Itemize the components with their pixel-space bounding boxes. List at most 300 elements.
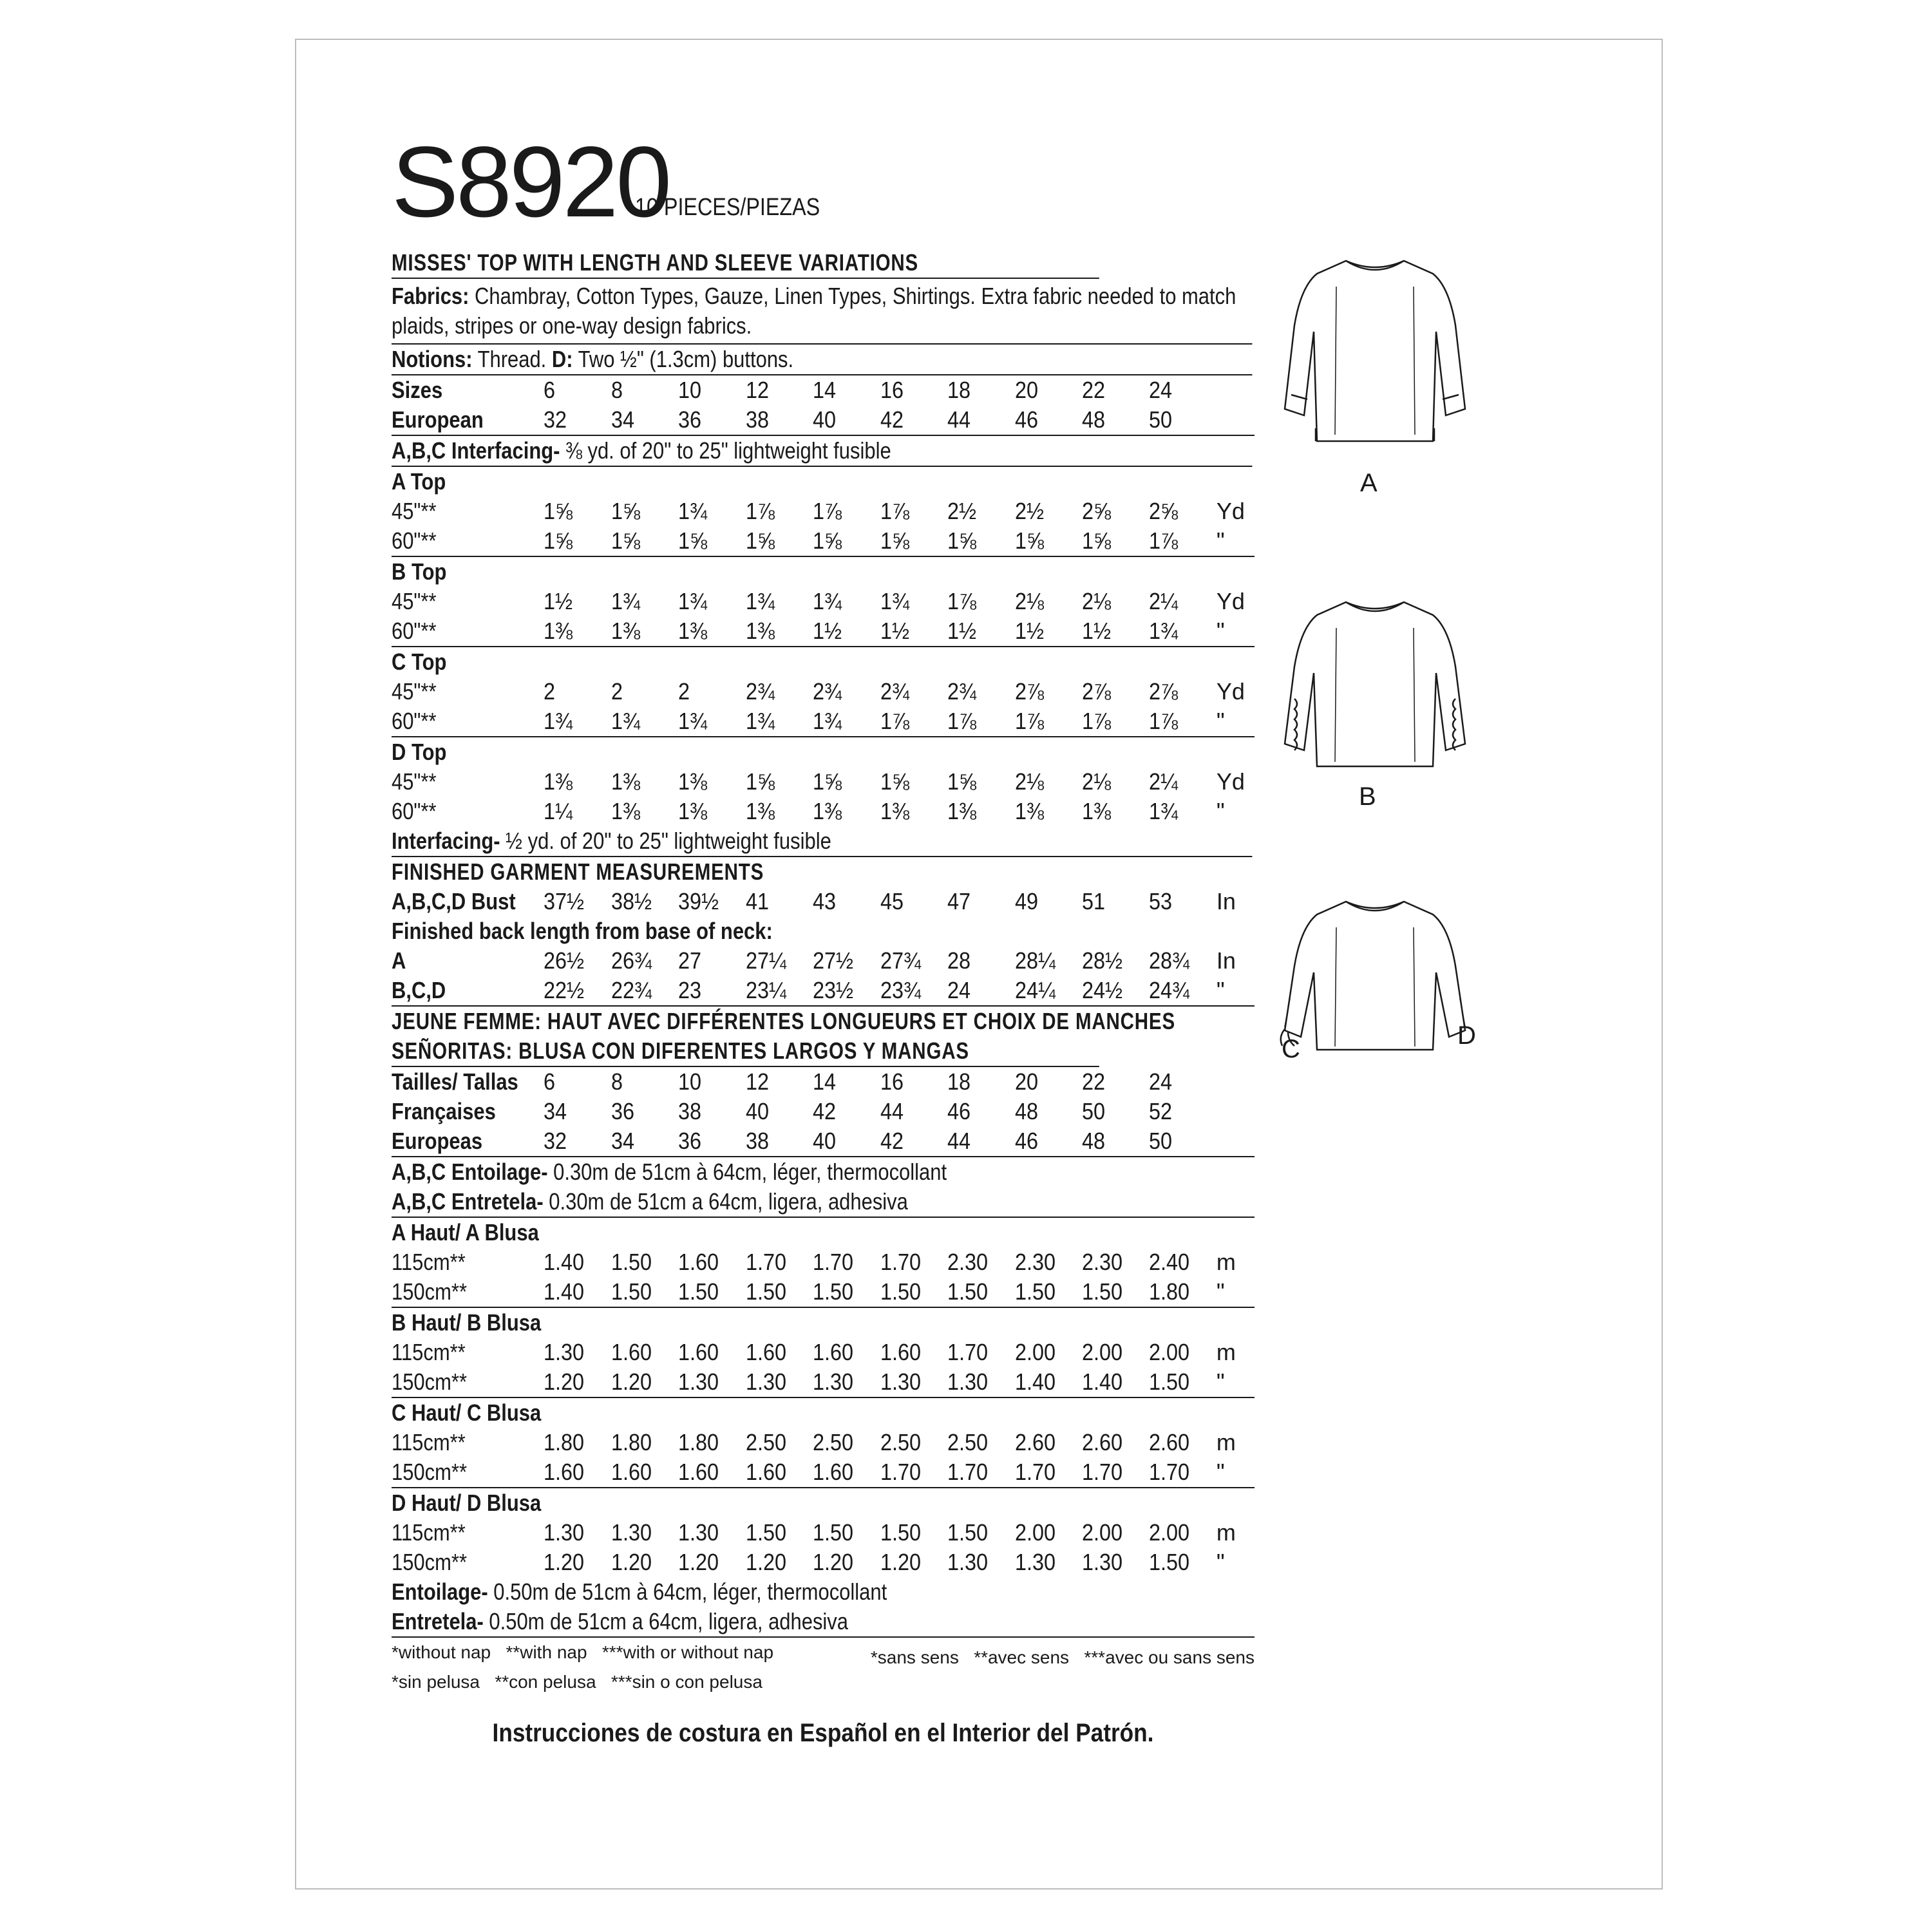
notions-label: Notions: [392,346,473,372]
yardage-row-cell: 1¾ [611,708,640,734]
metric-row-cell: 1.50 [880,1519,921,1546]
length-a-row-cell: 27¾ [880,947,921,974]
yardage-row-cell: 1⅝ [1081,527,1112,554]
europeas-row-cell: 38 [745,1128,769,1154]
yardage-row-cell: 2⅞ [1014,678,1044,705]
metric-row-cell: 1.30 [678,1519,719,1546]
yardage-row-unit: Yd [1216,588,1245,614]
europeas-row-cell: 32 [544,1128,567,1154]
yardage-row-cell: 1¾ [611,588,640,614]
metric-row-cell: 1.50 [1149,1368,1190,1395]
metric-row-cell: 1.60 [678,1249,719,1275]
top-a-outline [1285,261,1465,441]
yardage-row-cell: 1⅜ [947,798,977,824]
francaises-row-cell: 40 [745,1098,769,1124]
francaises-row-cell: 42 [813,1098,837,1124]
sizes-row-cell: 12 [745,377,769,403]
yardage-row-cell: 1¾ [678,708,708,734]
tailles-row-cell: 12 [745,1068,769,1095]
yardage-row-cell: 1⅜ [611,798,640,824]
metric-row-cell: 1.50 [745,1278,786,1305]
yardage-row-cell: 1¾ [678,498,708,524]
metric-row-cell: 2.50 [947,1429,989,1455]
european-row-cell: 46 [1014,406,1038,433]
yardage-row [392,767,1255,797]
fabrics-text: Chambray, Cotton Types, Gauze, Linen Types, Shirtings. Extra fabric needed to match plaids, stripes or one-way design fabrics. [392,283,1236,339]
metric-row-cell: 1.60 [678,1339,719,1365]
yardage-row-cell: 1⅜ [678,798,708,824]
d-entoilage-label: Entoilage- [392,1578,488,1605]
yardage-row-cell: 2½ [947,498,977,524]
footnotes [392,1640,1255,1694]
metric-row-cell: 1.60 [813,1339,854,1365]
metric-row-cell: 1.30 [544,1519,585,1546]
metric-row-cell: 1.50 [611,1249,652,1275]
metric-row-cell: 1.80 [678,1429,719,1455]
sizes-row-cell: 18 [947,377,971,403]
metric-row-cell: 2.60 [1081,1429,1123,1455]
europeas-row-cell: 42 [880,1128,904,1154]
yardage-row-cell: 2¾ [813,678,842,705]
european-row-cell: 36 [678,406,702,433]
metric-row-unit: " [1216,1549,1225,1575]
length-a-row-cell: 27½ [813,947,854,974]
yardage-row-cell: 1⅜ [880,798,909,824]
metric-row-cell: 1.50 [611,1278,652,1305]
metric-row-cell: 1.50 [813,1519,854,1546]
yardage-row-cell: 2⅞ [1149,678,1179,705]
europeas-row [392,1126,1255,1156]
yardage-row-cell: 2 [678,678,690,705]
sizes-row-cell: 20 [1014,377,1038,403]
metric-row-label: 150cm** [392,1459,468,1485]
yardage-row [392,526,1255,556]
metric-row-cell: 1.40 [544,1278,585,1305]
metric-row-cell: 1.20 [544,1368,585,1395]
yardage-row-cell: 1⅞ [880,708,909,734]
abc-interfacing [392,436,1253,467]
sizes-row-cell: 8 [611,377,623,403]
metric-row-cell: 2.00 [1081,1519,1123,1546]
yardage-row-cell: 2⅝ [1149,498,1179,524]
yardage-row-cell: 2⅛ [1081,588,1112,614]
metric-row-cell: 1.30 [745,1368,786,1395]
footnote-french: *sans sens **avec sens ***avec ou sans sens [870,1647,1255,1667]
length-a-row-label: A [392,947,406,974]
europeas-row-label: Europeas [392,1128,483,1154]
metric-row-cell: 1.20 [611,1368,652,1395]
francaises-row-cell: 36 [611,1098,634,1124]
view-c-label: C [1282,1035,1300,1063]
title-spanish: SEÑORITAS: BLUSA CON DIFERENTES LARGOS Y MANGAS [392,1036,1099,1067]
francaises-row-label: Françaises [392,1098,496,1124]
metric-view-heading-label: D Haut/ D Blusa [392,1490,542,1516]
yardage-row-cell: 1⅝ [813,527,842,554]
yardage-row-unit: " [1216,708,1225,734]
entoilage-text: 0.30m de 51cm à 64cm, léger, thermocollant [553,1159,947,1185]
sizes-row-cell: 24 [1149,377,1173,403]
metric-row-cell: 2.40 [1149,1249,1190,1275]
francaises-row-cell: 34 [544,1098,567,1124]
d-interfacing-text: ½ yd. of 20" to 25" lightweight fusible [506,828,831,854]
tailles-row-cell: 24 [1149,1068,1173,1095]
tailles-row-cell: 16 [880,1068,904,1095]
yardage-row-cell: 1⅝ [745,527,775,554]
view-block [392,467,1255,557]
metric-row-cell: 2.00 [1081,1339,1123,1365]
yardage-row-cell: 1⅝ [611,498,640,524]
bust-row-cell: 51 [1081,888,1106,914]
length-a-row-cell: 28¾ [1149,947,1190,974]
yardage-row-cell: 1¾ [880,588,909,614]
europeas-row-cell: 34 [611,1128,634,1154]
metric-row-cell: 1.60 [544,1459,585,1485]
english-yardage-table [392,467,1255,826]
view-b-drawing [1272,589,1478,789]
european-row-cell: 50 [1149,406,1173,433]
d-entretela-text: 0.50m de 51cm a 64cm, ligera, adhesiva [489,1608,849,1634]
fabrics [392,279,1253,345]
european-row-cell: 34 [611,406,634,433]
tailles-row-cell: 20 [1014,1068,1038,1095]
length-bcd-row-cell: 23¼ [745,977,786,1003]
metric-row-cell: 1.30 [813,1368,854,1395]
metric-row-cell: 2.30 [947,1249,989,1275]
metric-row-cell: 1.70 [947,1459,989,1485]
view-b-label: B [1359,782,1376,811]
view-heading [392,647,1255,677]
notions-text: Thread. [477,346,547,372]
francaises-row-cell: 50 [1081,1098,1106,1124]
yardage-row-cell: 1⅝ [1014,527,1044,554]
bust-row-label: A,B,C,D Bust [392,888,516,914]
metric-row-unit: m [1216,1249,1236,1275]
yardage-row-cell: 1⅜ [611,768,640,795]
length-bcd-row-cell: 24½ [1081,977,1123,1003]
yardage-row [392,706,1255,736]
metric-row-cell: 1.50 [947,1519,989,1546]
yardage-row-cell: 2⅞ [1081,678,1112,705]
tailles-row-cell: 22 [1081,1068,1106,1095]
finished-measurements-table [392,887,1255,1007]
metric-row-cell: 1.60 [611,1339,652,1365]
metric-row-cell: 1.50 [1014,1278,1056,1305]
bust-row-cell: 45 [880,888,904,914]
yardage-row-cell: 1½ [880,618,909,644]
yardage-row-cell: 1¾ [1149,618,1179,644]
francaises-row-cell: 44 [880,1098,904,1124]
view-heading-label: A Top [392,468,446,495]
metric-row-cell: 2.60 [1149,1429,1190,1455]
metric-view-heading-label: B Haut/ B Blusa [392,1309,542,1336]
europeas-row-cell: 44 [947,1128,971,1154]
d-entretela-label: Entretela- [392,1608,484,1634]
metric-row-cell: 1.20 [880,1549,921,1575]
yardage-row-cell: 1⅜ [611,618,640,644]
yardage-row-cell: 1½ [1081,618,1112,644]
sizes-row-cell: 14 [813,377,837,403]
view-heading-label: C Top [392,649,447,675]
entretela-label: A,B,C Entretela- [392,1188,544,1215]
footnote-english: *without nap **with nap ***with or without nap [392,1642,774,1662]
yardage-row-unit: Yd [1216,678,1245,705]
metric-view-heading-label: C Haut/ C Blusa [392,1399,542,1426]
yardage-row-label: 60"** [392,527,437,554]
length-bcd-row-cell: 24¾ [1149,977,1190,1003]
yardage-row-cell: 1⅜ [544,768,573,795]
metric-row-cell: 2.30 [1014,1249,1056,1275]
metric-row-cell: 1.70 [1081,1459,1123,1485]
top-cd-outline [1281,902,1465,1050]
metric-row-cell: 1.50 [813,1278,854,1305]
metric-view-heading-label: A Haut/ A Blusa [392,1219,539,1245]
yardage-row-cell: 2¾ [947,678,977,705]
metric-row-label: 150cm** [392,1278,468,1305]
metric-row-cell: 1.30 [880,1368,921,1395]
title-french: JEUNE FEMME: HAUT AVEC DIFFÉRENTES LONGUEURS ET CHOIX DE MANCHES [392,1008,1175,1034]
entoilage-label: A,B,C Entoilage- [392,1159,548,1185]
length-a-row-cell: 27 [678,947,702,974]
yardage-row-unit: " [1216,527,1225,554]
metric-row-unit: m [1216,1339,1236,1365]
length-bcd-row-cell: 22¾ [611,977,652,1003]
bust-row-cell: 49 [1014,888,1038,914]
metric-row-cell: 1.40 [1014,1368,1056,1395]
europeas-row-cell: 48 [1081,1128,1106,1154]
yardage-row-cell: 2 [544,678,556,705]
yardage-row-cell: 1¼ [544,798,573,824]
notions-d-label: D: [551,346,573,372]
yardage-row-cell: 1⅝ [813,768,842,795]
tailles-row-cell: 10 [678,1068,702,1095]
top-b-outline [1285,602,1465,766]
tailles-row-label: Tailles/ Tallas [392,1068,518,1095]
metric-row [392,1247,1255,1277]
d-entoilage-block [392,1577,1255,1638]
metric-row-cell: 2.50 [745,1429,786,1455]
fabrics-label: Fabrics: [392,283,469,309]
yardage-row-cell: 1⅞ [1149,708,1179,734]
yardage-row [392,497,1255,526]
metric-view-heading [392,1218,1255,1247]
metric-row-unit: " [1216,1368,1225,1395]
yardage-row-unit: Yd [1216,768,1245,795]
metric-row-cell: 1.50 [745,1519,786,1546]
metric-row-cell: 1.80 [544,1429,585,1455]
yardage-row-cell: 1⅝ [880,768,909,795]
european-row-cell: 40 [813,406,837,433]
metric-row [392,1277,1255,1307]
metric-row-cell: 1.20 [678,1549,719,1575]
sizes-row-cell: 16 [880,377,904,403]
metric-row-cell: 1.60 [611,1459,652,1485]
yardage-row-cell: 1⅝ [544,498,573,524]
yardage-row-unit: Yd [1216,498,1245,524]
length-a-row [392,946,1255,976]
spanish-instructions-note: Instrucciones de costura en Español en el Interior del Patrón. [492,1719,1154,1747]
metric-row [392,1518,1255,1548]
metric-row-cell: 1.50 [947,1278,989,1305]
yardage-row-cell: 2 [611,678,623,705]
bust-row-cell: 43 [813,888,837,914]
abc-entoilage-block [392,1157,1255,1218]
metric-row-cell: 1.40 [1081,1368,1123,1395]
yardage-row-cell: 1⅜ [678,768,708,795]
pieces-count: 10 PIECES/PIEZAS [635,194,820,221]
metric-row-cell: 1.60 [880,1339,921,1365]
metric-row-unit: " [1216,1278,1225,1305]
view-heading-label: D Top [392,739,447,765]
yardage-row [392,797,1255,826]
view-heading [392,467,1255,497]
metric-row [392,1428,1255,1457]
view-block [392,557,1255,647]
bust-row-cell: 47 [947,888,971,914]
yardage-row-cell: 1⅜ [544,618,573,644]
yardage-row-cell: 1⅞ [947,588,977,614]
metric-row-unit: m [1216,1519,1236,1546]
metric-view-heading [392,1488,1255,1518]
back-length-heading [392,916,1255,946]
yardage-row-cell: 1⅞ [1081,708,1112,734]
yardage-row-cell: 1⅝ [880,527,909,554]
metric-view-block [392,1398,1255,1488]
yardage-row-unit: " [1216,618,1225,644]
tailles-row-cell: 14 [813,1068,837,1095]
metric-row-cell: 2.00 [1149,1519,1190,1546]
abc-interfacing-text: ⅜ yd. of 20" to 25" lightweight fusible [565,437,891,464]
europeas-row-cell: 46 [1014,1128,1038,1154]
metric-view-block [392,1488,1255,1577]
metric-row-unit: m [1216,1429,1236,1455]
european-row-cell: 32 [544,406,567,433]
yardage-row-cell: 1¾ [745,588,775,614]
francaises-row-cell: 52 [1149,1098,1173,1124]
back-length-heading-label: Finished back length from base of neck: [392,918,773,944]
d-interfacing-label: Interfacing- [392,828,500,854]
yardage-row-cell: 2⅝ [1081,498,1112,524]
length-a-row-cell: 27¼ [745,947,786,974]
metric-row-label: 115cm** [392,1249,466,1275]
length-bcd-row-cell: 23½ [813,977,854,1003]
metric-row-cell: 2.30 [1081,1249,1123,1275]
yardage-row-cell: 1¾ [813,708,842,734]
european-row-cell: 42 [880,406,904,433]
pattern-number: S8920 [392,126,670,238]
yardage-row-cell: 2⅛ [1014,588,1044,614]
metric-row [392,1457,1255,1487]
yardage-row [392,587,1255,616]
yardage-row-cell: 1⅜ [745,618,775,644]
metric-row-cell: 1.20 [745,1549,786,1575]
abc-interfacing-label: A,B,C Interfacing- [392,437,560,464]
length-bcd-row-unit: " [1216,977,1225,1003]
francaises-row-cell: 48 [1014,1098,1038,1124]
european-row-cell: 48 [1081,406,1106,433]
metric-view-block [392,1308,1255,1398]
metric-row-cell: 1.20 [813,1549,854,1575]
yardage-row-cell: 1⅝ [611,527,640,554]
metric-row-cell: 2.50 [813,1429,854,1455]
european-row-cell: 44 [947,406,971,433]
metric-row-cell: 2.60 [1014,1429,1056,1455]
yardage-row-cell: 1⅜ [813,798,842,824]
european-row-label: European [392,406,484,433]
view-a-drawing [1272,248,1478,467]
yardage-row-cell: 2¼ [1149,588,1179,614]
metric-row-cell: 1.30 [1014,1549,1056,1575]
bust-row-cell: 38½ [611,888,652,914]
yardage-row [392,677,1255,706]
tailles-row-cell: 18 [947,1068,971,1095]
bust-row [392,887,1255,916]
yardage-row-cell: 1½ [544,588,573,614]
d-entretela [392,1607,1253,1636]
metric-row-cell: 1.30 [544,1339,585,1365]
metric-row-cell: 1.80 [611,1429,652,1455]
metric-row-cell: 1.70 [1014,1459,1056,1485]
yardage-row-cell: 2⅛ [1014,768,1044,795]
yardage-row-cell: 1½ [947,618,977,644]
bust-row-cell: 37½ [544,888,585,914]
d-entoilage-text: 0.50m de 51cm à 64cm, léger, thermocollant [493,1578,887,1605]
europeas-row-cell: 50 [1149,1128,1173,1154]
yardage-row-cell: 1⅞ [1014,708,1044,734]
metric-row-label: 115cm** [392,1519,466,1546]
sizes-row-cell: 10 [678,377,702,403]
length-a-row-cell: 28½ [1081,947,1123,974]
metric-row-cell: 1.30 [947,1549,989,1575]
length-bcd-row-cell: 24 [947,977,971,1003]
length-bcd-row-label: B,C,D [392,977,446,1003]
length-bcd-row-cell: 24¼ [1014,977,1056,1003]
notions [392,345,1253,375]
metric-row-cell: 2.00 [1014,1519,1056,1546]
length-bcd-row [392,976,1255,1005]
metric-view-heading [392,1398,1255,1428]
yardage-row-cell: 1½ [1014,618,1044,644]
yardage-row-cell: 1½ [813,618,842,644]
tailles-row [392,1067,1255,1097]
metric-row-cell: 1.20 [611,1549,652,1575]
length-a-row-cell: 28 [947,947,971,974]
yardage-row-cell: 1⅜ [1081,798,1112,824]
yardage-row-label: 45"** [392,768,437,795]
metric-row-cell: 1.50 [880,1278,921,1305]
yardage-row-label: 60"** [392,798,437,824]
yardage-row-label: 45"** [392,588,437,614]
yardage-row-cell: 1¾ [1149,798,1179,824]
abc-entoilage [392,1157,1253,1187]
sizes-row-cell: 6 [544,377,556,403]
metric-row-cell: 1.70 [745,1249,786,1275]
yardage-row-cell: 1¾ [678,588,708,614]
francaises-row-cell: 38 [678,1098,702,1124]
notions-d-text: Two ½" (1.3cm) buttons. [578,346,794,372]
metric-row-cell: 1.30 [611,1519,652,1546]
length-a-row-cell: 28¼ [1014,947,1056,974]
abc-entretela [392,1187,1253,1217]
yardage-row-cell: 1¾ [813,588,842,614]
bust-row-cell: 41 [745,888,769,914]
bust-row-cell: 53 [1149,888,1173,914]
metric-row-cell: 1.40 [544,1249,585,1275]
yardage-row-cell: 1⅞ [947,708,977,734]
yardage-row-cell: 1⅜ [678,618,708,644]
yardage-row-cell: 1⅞ [1149,527,1179,554]
view-heading [392,737,1255,767]
metric-row [392,1548,1255,1577]
